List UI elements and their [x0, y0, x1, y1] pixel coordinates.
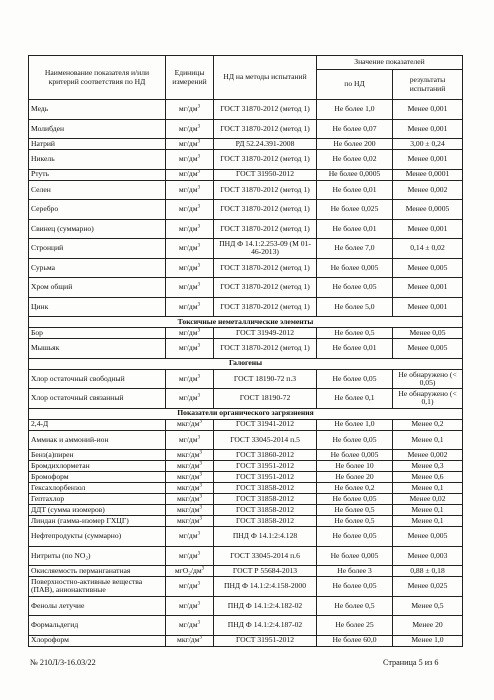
unit-exponent: 3: [197, 263, 201, 269]
test-result: Менее 1,0: [393, 635, 463, 646]
unit-exponent: 3: [197, 343, 201, 349]
section-title: Галогены: [29, 358, 463, 369]
test-result: Менее 0,005: [393, 258, 463, 278]
test-method: ГОСТ Р 55684-2013: [214, 566, 317, 577]
table-row: [29, 119, 463, 139]
norm-value: Не более 0,005: [317, 546, 393, 566]
norm-value: Не более 0,5: [317, 328, 393, 339]
unit-exponent: 3: [197, 243, 201, 249]
test-result: Менее 20: [393, 616, 463, 636]
test-method: ГОСТ 31870-2012 (метод 1): [214, 339, 317, 359]
table-row: [29, 369, 463, 389]
unit: мкг/дм: [177, 482, 200, 492]
unit-cell: [166, 461, 214, 472]
test-method: ГОСТ 33045-2014 п.6: [214, 546, 317, 566]
norm-value: Не более 5,0: [317, 297, 393, 317]
indicator-name: Селен: [29, 180, 166, 200]
test-result: Не обнаружено (< 0,1): [393, 389, 463, 409]
test-result: Менее 0,005: [393, 339, 463, 359]
indicator-name: Медь: [29, 100, 166, 120]
unit-cell: [166, 339, 214, 359]
norm-value: Не более 3: [317, 566, 393, 577]
unit-exponent: 3: [197, 374, 201, 380]
norm-value: Не более 0,5: [317, 516, 393, 527]
test-method: ПНД Ф 14.1:2:4.128: [214, 527, 317, 547]
norm-value: Не более 20: [317, 472, 393, 483]
indicator-name: Стронций: [29, 239, 166, 259]
unit-exponent: 3: [197, 282, 201, 288]
section-title: Токсичные неметаллические элементы: [29, 317, 463, 328]
test-result: Менее 0,0005: [393, 200, 463, 220]
unit-cell: [166, 119, 214, 139]
unit-cell: [166, 369, 214, 389]
indicator-name: Натрий: [29, 139, 166, 150]
page-number: Страница 5 из 6: [383, 658, 439, 667]
unit-exponent: 3: [199, 483, 202, 489]
test-method: ГОСТ 31941-2012: [214, 419, 317, 430]
table-row: [29, 596, 463, 616]
test-method: ПНД Ф 14.1:2:4.187-02: [214, 616, 317, 636]
test-result: Менее 0,001: [393, 297, 463, 317]
indicator-name: Поверхностно-активные вещества (ПАВ), анионактивные: [29, 577, 166, 597]
test-method: ГОСТ 31950-2012: [214, 169, 317, 180]
test-method: ПНД Ф 14.1:2.253-09 (М 01-46-2013): [214, 239, 317, 259]
table-row: [29, 494, 463, 505]
table-row: [29, 169, 463, 180]
test-result: Менее 0,0001: [393, 169, 463, 180]
norm-value: Не более 0,02: [317, 150, 393, 170]
unit-exponent: 3: [197, 531, 201, 537]
table-row: [29, 278, 463, 298]
test-method: ГОСТ 33045-2014 п.5: [214, 430, 317, 450]
unit: мкг/дм: [177, 504, 200, 514]
test-method: ГОСТ 31870-2012 (метод 1): [214, 119, 317, 139]
unit-exponent: 3: [199, 635, 202, 641]
indicator-name: Ртуть: [29, 169, 166, 180]
unit-cell: [166, 258, 214, 278]
norm-value: Не более 0,2: [317, 483, 393, 494]
test-method: ГОСТ 31951-2012: [214, 635, 317, 646]
unit-exponent: 3: [199, 472, 202, 478]
unit: мг/дм: [178, 301, 198, 311]
indicator-name: 2,4-Д: [29, 419, 166, 430]
unit-exponent: 3: [199, 461, 202, 467]
test-method: ГОСТ 31951-2012: [214, 461, 317, 472]
unit-exponent: 3: [197, 139, 201, 145]
header-units: Единицы измерений: [166, 56, 214, 100]
unit-exponent: 3: [197, 224, 201, 230]
table-row: [29, 200, 463, 220]
unit-cell: [166, 169, 214, 180]
test-method: ГОСТ 31949-2012: [214, 328, 317, 339]
norm-value: Не более 0,05: [317, 369, 393, 389]
test-method: ГОСТ 31870-2012 (метод 1): [214, 150, 317, 170]
unit: мг/дм: [178, 223, 198, 233]
test-result: Менее 0,001: [393, 119, 463, 139]
table-row: [29, 139, 463, 150]
unit: мкг/дм: [177, 635, 200, 645]
unit: мкг/дм: [177, 419, 200, 429]
unit: мг/дм: [178, 531, 198, 541]
test-method: ГОСТ 31870-2012 (метод 1): [214, 200, 317, 220]
header-name: Наименование показателя и/или критерий соответствия по НД: [29, 56, 166, 100]
test-result: 3,00 ± 0,24: [393, 139, 463, 150]
unit-cell: [166, 239, 214, 259]
unit-exponent: 3: [197, 601, 201, 607]
unit: мг/дм: [178, 282, 198, 292]
table-row: [29, 483, 463, 494]
unit-exponent: 3: [197, 104, 201, 110]
test-result: Менее 0,2: [393, 419, 463, 430]
unit-cell: [166, 219, 214, 239]
test-result: Менее 0,001: [393, 150, 463, 170]
indicator-name: Бенз(а)пирен: [29, 450, 166, 461]
test-result: Менее 0,5: [393, 596, 463, 616]
indicator-name: Хлор остаточный связанный: [29, 389, 166, 409]
indicator-name: Молибден: [29, 119, 166, 139]
unit-exponent: 3: [199, 450, 202, 456]
unit-cell: [166, 100, 214, 120]
table-row: [29, 258, 463, 278]
test-method: ГОСТ 31860-2012: [214, 450, 317, 461]
table-row: [29, 527, 463, 547]
unit: мг/дм: [178, 343, 198, 353]
norm-value: Не более 0,07: [317, 119, 393, 139]
unit: мкг/дм: [177, 515, 200, 525]
unit: мгO₂/дм: [174, 565, 202, 575]
test-result: Менее 0,3: [393, 461, 463, 472]
unit: мг/дм: [178, 581, 198, 591]
table-row: [29, 546, 463, 566]
unit-cell: [166, 616, 214, 636]
norm-value: Не более 0,01: [317, 219, 393, 239]
test-result: Менее 0,025: [393, 577, 463, 597]
unit-cell: [166, 150, 214, 170]
unit: мг/дм: [178, 600, 198, 610]
unit-cell: [166, 180, 214, 200]
test-method: ПНД Ф 14.1:2:4.182-02: [214, 596, 317, 616]
table-row: [29, 100, 463, 120]
unit-exponent: 3: [197, 204, 201, 210]
norm-value: Не более 200: [317, 139, 393, 150]
indicator-name: Бромдихлорметан: [29, 461, 166, 472]
norm-value: Не более 10: [317, 461, 393, 472]
header-norm: по НД: [317, 70, 393, 100]
test-result: Менее 0,05: [393, 328, 463, 339]
unit-cell: [166, 546, 214, 566]
table-row: [29, 328, 463, 339]
unit-cell: [166, 450, 214, 461]
norm-value: Не более 1,0: [317, 100, 393, 120]
indicator-name: Хлороформ: [29, 635, 166, 646]
indicator-name: Окисляемость перманганатная: [29, 566, 166, 577]
norm-value: Не более 0,05: [317, 430, 393, 450]
indicator-name: Никель: [29, 150, 166, 170]
norm-value: Не более 0,005: [317, 258, 393, 278]
norm-value: Не более 0,01: [317, 180, 393, 200]
indicator-name: Нефтепродукты (суммарно): [29, 527, 166, 547]
section-title: Показатели органического загрязнения: [29, 408, 463, 419]
unit-cell: [166, 328, 214, 339]
unit: мкг/дм: [177, 460, 200, 470]
unit: мкг/дм: [177, 493, 200, 503]
norm-value: Не более 1,0: [317, 419, 393, 430]
table-row: [29, 450, 463, 461]
table-row: [29, 219, 463, 239]
indicator-name: Аммиак и аммоний-ион: [29, 430, 166, 450]
indicator-name: Бромоформ: [29, 472, 166, 483]
unit-cell: [166, 389, 214, 409]
unit-exponent: 3: [197, 620, 201, 626]
test-result: Менее 0,02: [393, 494, 463, 505]
unit-exponent: 3: [197, 551, 201, 557]
unit: мг/дм: [178, 620, 198, 630]
test-result: Менее 0,003: [393, 546, 463, 566]
table-row: [29, 505, 463, 516]
norm-value: Не более 0,05: [317, 494, 393, 505]
unit-exponent: 3: [197, 581, 201, 587]
indicator-name: Гептахлор: [29, 494, 166, 505]
indicator-name: Хром общий: [29, 278, 166, 298]
table-row: [29, 339, 463, 359]
section-row: [29, 408, 463, 419]
unit-exponent: 3: [197, 393, 201, 399]
test-result: Менее 0,1: [393, 516, 463, 527]
table-row: [29, 461, 463, 472]
test-method: РД 52.24.391-2008: [214, 139, 317, 150]
unit-exponent: 3: [199, 505, 202, 511]
norm-value: Не более 60,0: [317, 635, 393, 646]
indicator-name: ДДТ (сумма изомеров): [29, 505, 166, 516]
unit-cell: [166, 472, 214, 483]
section-row: [29, 317, 463, 328]
test-method: ГОСТ 31951-2012: [214, 472, 317, 483]
test-result: Менее 0,002: [393, 180, 463, 200]
test-method: ГОСТ 31858-2012: [214, 483, 317, 494]
table-row: [29, 616, 463, 636]
test-method: ГОСТ 18190-72: [214, 389, 317, 409]
norm-value: Не более 0,025: [317, 200, 393, 220]
indicator-name: Хлор остаточный свободный: [29, 369, 166, 389]
unit-cell: [166, 527, 214, 547]
indicator-name: Фенолы летучие: [29, 596, 166, 616]
test-method: ГОСТ 31870-2012 (метод 1): [214, 297, 317, 317]
indicator-name: Формальдегид: [29, 616, 166, 636]
test-result: Менее 0,1: [393, 505, 463, 516]
table-row: [29, 577, 463, 597]
unit-exponent: 3: [197, 124, 201, 130]
unit-exponent: 3: [197, 328, 201, 334]
results-table-body: [29, 100, 463, 647]
norm-value: Не более 0,0005: [317, 169, 393, 180]
table-row: [29, 180, 463, 200]
norm-value: Не более 0,05: [317, 278, 393, 298]
norm-value: Не более 0,005: [317, 450, 393, 461]
test-result: Менее 0,001: [393, 219, 463, 239]
test-method: ГОСТ 31870-2012 (метод 1): [214, 258, 317, 278]
norm-value: Не более 7,0: [317, 239, 393, 259]
unit-exponent: 3: [197, 302, 201, 308]
indicator-name: Линдан (гамма-изомер ГХЦГ): [29, 516, 166, 527]
unit-exponent: 3: [197, 185, 201, 191]
test-result: 0,14 ± 0,02: [393, 239, 463, 259]
norm-value: Не более 0,5: [317, 596, 393, 616]
unit-cell: [166, 635, 214, 646]
test-result: Не обнаружено (< 0,05): [393, 369, 463, 389]
test-method: ПНД Ф 14.1:2:4.158-2000: [214, 577, 317, 597]
unit-cell: [166, 297, 214, 317]
unit-exponent: 3: [199, 494, 202, 500]
test-result: Менее 0,6: [393, 472, 463, 483]
section-row: [29, 358, 463, 369]
table-row: [29, 389, 463, 409]
unit-exponent: 3: [201, 566, 205, 572]
unit-cell: [166, 494, 214, 505]
header-values: Значение показателей: [317, 56, 463, 70]
unit-cell: [166, 430, 214, 450]
unit: мг/дм: [178, 104, 198, 114]
test-method: ГОСТ 31858-2012: [214, 516, 317, 527]
indicator-name: Свинец (суммарно): [29, 219, 166, 239]
unit-exponent: 3: [197, 169, 201, 175]
norm-value: Не более 0,01: [317, 339, 393, 359]
unit: мг/дм: [178, 393, 198, 403]
unit-cell: [166, 516, 214, 527]
protocol-number: № 210Л/3-16.03/22: [30, 658, 96, 667]
table-row: [29, 150, 463, 170]
test-method: ГОСТ 31858-2012: [214, 494, 317, 505]
unit: мг/дм: [178, 138, 198, 148]
test-result: Менее 0,001: [393, 100, 463, 120]
indicator-name: Нитриты (по NO₂): [29, 546, 166, 566]
test-method: ГОСТ 31870-2012 (метод 1): [214, 278, 317, 298]
results-table: [28, 55, 463, 647]
norm-value: Не более 0,05: [317, 527, 393, 547]
indicator-name: Сурьма: [29, 258, 166, 278]
unit-cell: [166, 566, 214, 577]
test-method: ГОСТ 31870-2012 (метод 1): [214, 100, 317, 120]
test-result: Менее 0,001: [393, 278, 463, 298]
unit-exponent: 3: [197, 435, 201, 441]
indicator-name: Цинк: [29, 297, 166, 317]
test-method: ГОСТ 18190-72 п.3: [214, 369, 317, 389]
unit: мг/дм: [178, 550, 198, 560]
header-method: НД на методы испытаний: [214, 56, 317, 100]
norm-value: Не более 25: [317, 616, 393, 636]
test-result: Менее 0,1: [393, 430, 463, 450]
table-row: [29, 516, 463, 527]
unit: мг/дм: [178, 243, 198, 253]
norm-value: Не более 0,1: [317, 389, 393, 409]
table-row: [29, 472, 463, 483]
table-row: [29, 566, 463, 577]
unit-cell: [166, 577, 214, 597]
unit-exponent: 3: [199, 516, 202, 522]
unit-exponent: 3: [197, 154, 201, 160]
table-row: [29, 430, 463, 450]
unit: мг/дм: [178, 204, 198, 214]
table-row: [29, 419, 463, 430]
table-row: [29, 635, 463, 646]
unit: мг/дм: [178, 169, 198, 179]
unit-cell: [166, 200, 214, 220]
unit-cell: [166, 278, 214, 298]
unit-cell: [166, 596, 214, 616]
unit: мкг/дм: [177, 471, 200, 481]
unit-cell: [166, 505, 214, 516]
unit: мг/дм: [178, 434, 198, 444]
unit: мг/дм: [178, 154, 198, 164]
test-result: Менее 0,1: [393, 483, 463, 494]
indicator-name: Мышьяк: [29, 339, 166, 359]
test-result: Менее 0,002: [393, 450, 463, 461]
test-method: ГОСТ 31870-2012 (метод 1): [214, 180, 317, 200]
table-row: [29, 239, 463, 259]
unit: мкг/дм: [177, 449, 200, 459]
unit: мг/дм: [178, 184, 198, 194]
unit-cell: [166, 483, 214, 494]
header-result: результаты испытаний: [393, 70, 463, 100]
indicator-name: Бор: [29, 328, 166, 339]
indicator-name: Серебро: [29, 200, 166, 220]
unit: мг/дм: [178, 373, 198, 383]
norm-value: Не более 0,5: [317, 505, 393, 516]
test-method: ГОСТ 31858-2012: [214, 505, 317, 516]
unit-exponent: 3: [199, 419, 202, 425]
unit: мг/дм: [178, 262, 198, 272]
unit-cell: [166, 139, 214, 150]
test-method: ГОСТ 31870-2012 (метод 1): [214, 219, 317, 239]
unit: мг/дм: [178, 123, 198, 133]
test-result: 0,88 ± 0,18: [393, 566, 463, 577]
norm-value: Не более 0,05: [317, 577, 393, 597]
table-row: [29, 297, 463, 317]
test-result: Менее 0,005: [393, 527, 463, 547]
unit: мг/дм: [178, 327, 198, 337]
unit-cell: [166, 419, 214, 430]
indicator-name: Гексахлорбензол: [29, 483, 166, 494]
